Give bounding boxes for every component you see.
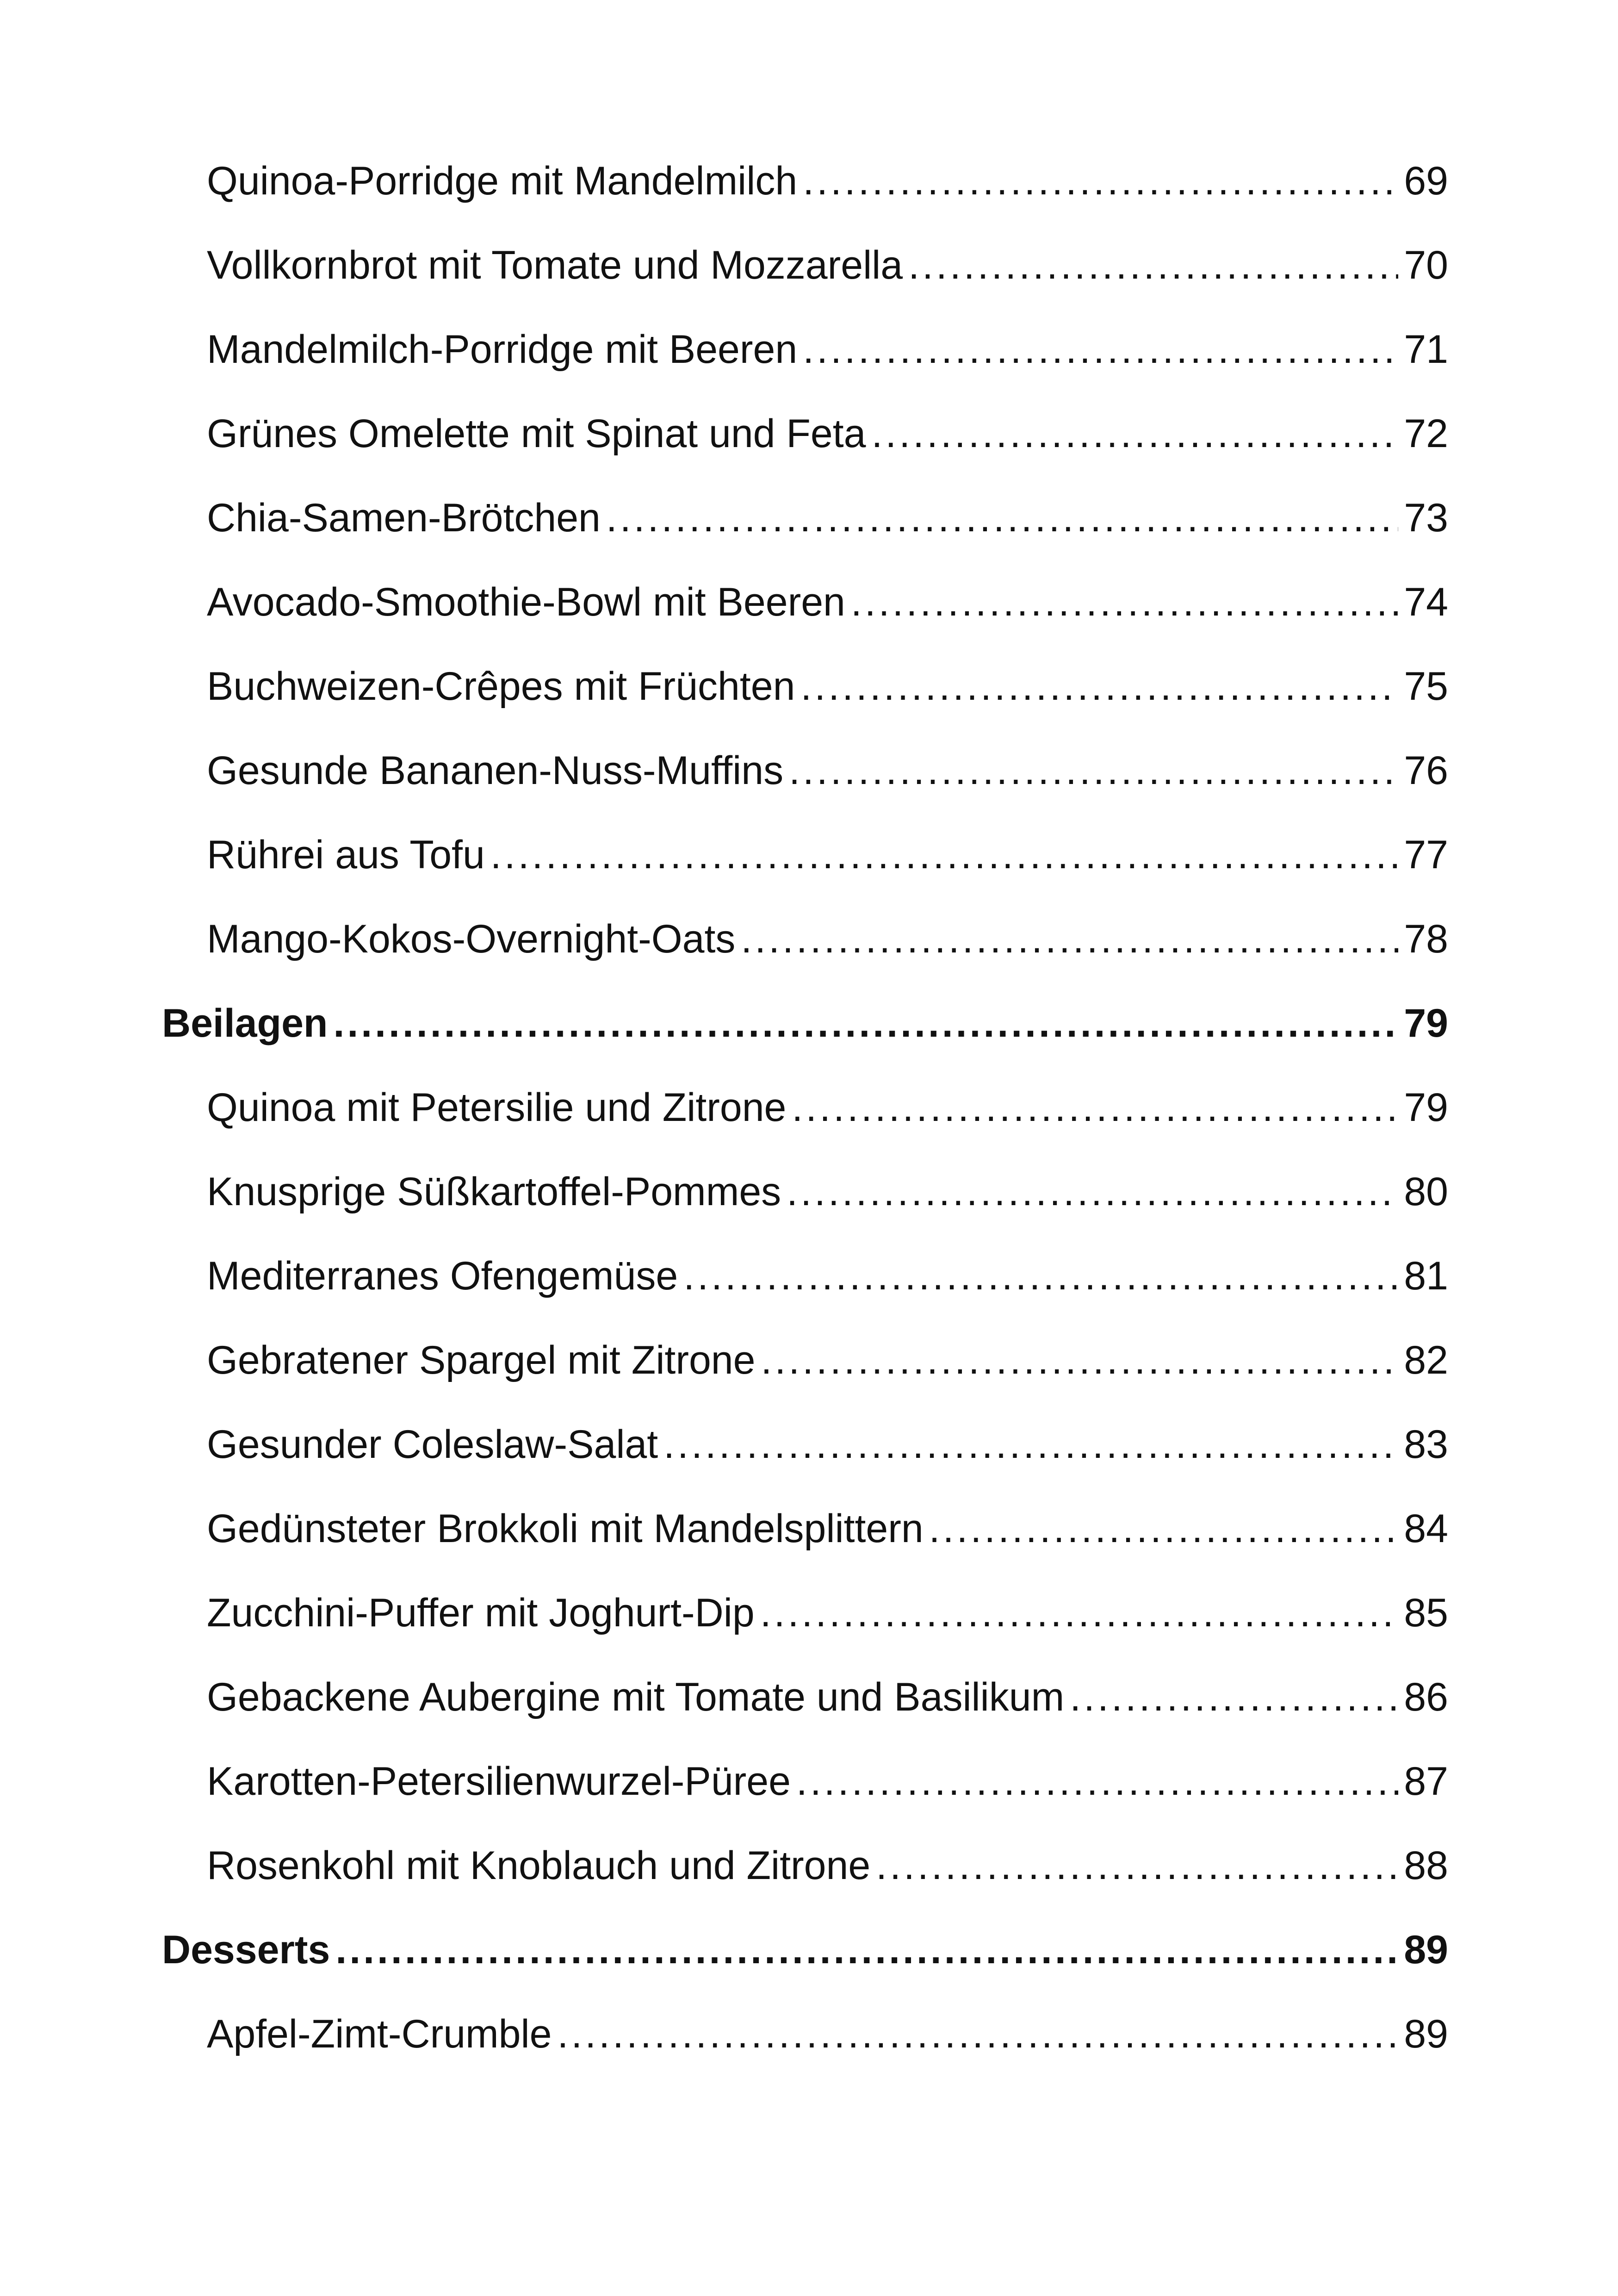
toc-entry-title: Gesunde Bananen-Nuss-Muffins bbox=[207, 748, 784, 793]
toc-section-title: Beilagen bbox=[162, 1001, 328, 1045]
toc-entry-page-number: 73 bbox=[1404, 496, 1448, 540]
toc-entry-quinoa-petersilie bbox=[162, 1065, 1448, 1150]
toc-entry-title: Mango-Kokos-Overnight-Oats bbox=[207, 917, 736, 961]
toc-entry-title: Quinoa-Porridge mit Mandelmilch bbox=[207, 159, 798, 203]
dot-leader bbox=[800, 644, 1398, 728]
dot-leader bbox=[792, 1065, 1398, 1150]
toc-entry-title: Gedünsteter Brokkoli mit Mandelsplittern bbox=[207, 1506, 924, 1551]
toc-entry-quinoa-porridge bbox=[162, 139, 1448, 223]
toc-entry-page-number: 86 bbox=[1404, 1675, 1448, 1719]
toc-entry-page-number: 78 bbox=[1404, 917, 1448, 961]
dot-leader bbox=[335, 1908, 1398, 1992]
dot-leader bbox=[1070, 1655, 1398, 1739]
dot-leader bbox=[803, 139, 1398, 223]
toc-entry-title: Zucchini-Puffer mit Joghurt-Dip bbox=[207, 1591, 755, 1635]
toc-entry-title: Gebratener Spargel mit Zitrone bbox=[207, 1338, 756, 1382]
table-of-contents bbox=[162, 139, 1448, 2076]
dot-leader bbox=[803, 307, 1398, 392]
dot-leader bbox=[876, 1823, 1398, 1908]
toc-entry-page-number: 85 bbox=[1404, 1591, 1448, 1635]
toc-entry-bananen-nuss-muffins bbox=[162, 728, 1448, 813]
toc-section-page-number: 89 bbox=[1404, 1928, 1448, 1972]
toc-entry-page-number: 89 bbox=[1404, 2012, 1448, 2056]
toc-entry-page-number: 80 bbox=[1404, 1170, 1448, 1214]
toc-entry-title: Vollkornbrot mit Tomate und Mozzarella bbox=[207, 243, 903, 287]
toc-entry-mandelmilch-porridge bbox=[162, 307, 1448, 392]
toc-entry-page-number: 75 bbox=[1404, 664, 1448, 709]
toc-entry-page-number: 81 bbox=[1404, 1254, 1448, 1298]
toc-entry-title: Mediterranes Ofengemüse bbox=[207, 1254, 678, 1298]
dot-leader bbox=[761, 1318, 1398, 1402]
toc-entry-page-number: 82 bbox=[1404, 1338, 1448, 1382]
toc-entry-title: Gebackene Aubergine mit Tomate und Basilikum bbox=[207, 1675, 1065, 1719]
toc-entry-page-number: 69 bbox=[1404, 159, 1448, 203]
toc-entry-brokkoli bbox=[162, 1487, 1448, 1571]
toc-entry-page-number: 87 bbox=[1404, 1759, 1448, 1804]
dot-leader bbox=[929, 1487, 1399, 1571]
dot-leader bbox=[741, 897, 1398, 981]
toc-entry-page-number: 79 bbox=[1404, 1085, 1448, 1130]
toc-entry-title: Karotten-Petersilienwurzel-Püree bbox=[207, 1759, 791, 1804]
toc-entry-ruehrei-aus-tofu bbox=[162, 813, 1448, 897]
toc-entry-karotten-pueree bbox=[162, 1739, 1448, 1823]
toc-entry-page-number: 88 bbox=[1404, 1843, 1448, 1888]
dot-leader bbox=[760, 1571, 1399, 1655]
toc-entry-title: Mandelmilch-Porridge mit Beeren bbox=[207, 327, 798, 372]
dot-leader bbox=[789, 728, 1398, 813]
toc-entry-page-number: 84 bbox=[1404, 1506, 1448, 1551]
toc-entry-gebratener-spargel bbox=[162, 1318, 1448, 1402]
dot-leader bbox=[490, 813, 1399, 897]
toc-entry-page-number: 70 bbox=[1404, 243, 1448, 287]
toc-entry-page-number: 76 bbox=[1404, 748, 1448, 793]
dot-leader bbox=[851, 560, 1398, 644]
toc-entry-vollkornbrot bbox=[162, 223, 1448, 307]
dot-leader bbox=[787, 1150, 1398, 1234]
toc-entry-page-number: 77 bbox=[1404, 833, 1448, 877]
toc-entry-mango-kokos-oats bbox=[162, 897, 1448, 981]
dot-leader bbox=[908, 223, 1398, 307]
dot-leader bbox=[796, 1739, 1398, 1823]
toc-section-desserts bbox=[162, 1908, 1448, 1992]
toc-entry-buchweizen-crepes bbox=[162, 644, 1448, 728]
toc-entry-title: Avocado-Smoothie-Bowl mit Beeren bbox=[207, 580, 845, 624]
toc-entry-title: Knusprige Süßkartoffel-Pommes bbox=[207, 1170, 781, 1214]
toc-entry-chia-samen-broetchen bbox=[162, 476, 1448, 560]
toc-entry-apfel-zimt-crumble bbox=[162, 1992, 1448, 2076]
toc-entry-page-number: 74 bbox=[1404, 580, 1448, 624]
toc-entry-title: Chia-Samen-Brötchen bbox=[207, 496, 601, 540]
dot-leader bbox=[683, 1234, 1398, 1318]
toc-section-beilagen bbox=[162, 981, 1448, 1065]
toc-entry-gruenes-omelette bbox=[162, 392, 1448, 476]
dot-leader bbox=[333, 981, 1398, 1065]
toc-entry-suesskartoffel-pommes bbox=[162, 1150, 1448, 1234]
toc-entry-zucchini-puffer bbox=[162, 1571, 1448, 1655]
dot-leader bbox=[606, 476, 1398, 560]
toc-entry-ofengemuese bbox=[162, 1234, 1448, 1318]
toc-entry-page-number: 72 bbox=[1404, 411, 1448, 456]
toc-entry-page-number: 71 bbox=[1404, 327, 1448, 372]
dot-leader bbox=[871, 392, 1398, 476]
toc-entry-title: Rührei aus Tofu bbox=[207, 833, 485, 877]
toc-entry-rosenkohl bbox=[162, 1823, 1448, 1908]
toc-entry-page-number: 83 bbox=[1404, 1422, 1448, 1467]
dot-leader bbox=[557, 1992, 1398, 2076]
toc-entry-aubergine bbox=[162, 1655, 1448, 1739]
toc-entry-title: Grünes Omelette mit Spinat und Feta bbox=[207, 411, 866, 456]
toc-section-title: Desserts bbox=[162, 1928, 330, 1972]
toc-entry-title: Buchweizen-Crêpes mit Früchten bbox=[207, 664, 795, 709]
toc-entry-title: Rosenkohl mit Knoblauch und Zitrone bbox=[207, 1843, 871, 1888]
toc-entry-title: Gesunder Coleslaw-Salat bbox=[207, 1422, 658, 1467]
toc-section-page-number: 79 bbox=[1404, 1001, 1448, 1045]
toc-entry-avocado-smoothie-bowl bbox=[162, 560, 1448, 644]
toc-entry-title: Quinoa mit Petersilie und Zitrone bbox=[207, 1085, 787, 1130]
dot-leader bbox=[663, 1402, 1398, 1487]
toc-entry-coleslaw-salat bbox=[162, 1402, 1448, 1487]
toc-entry-title: Apfel-Zimt-Crumble bbox=[207, 2012, 552, 2056]
